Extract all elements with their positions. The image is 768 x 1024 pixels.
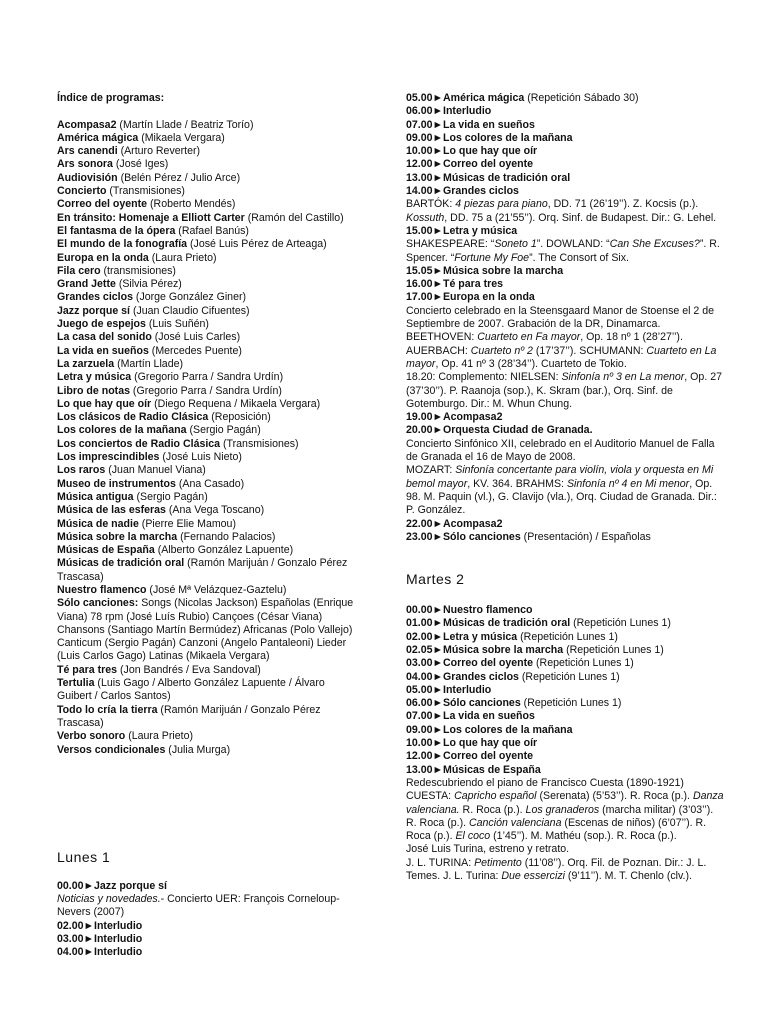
program-host: (Rafael Banús) [175,224,249,237]
program-name: Los raros [57,464,106,477]
program-name: Ars sonora [57,158,113,171]
program-name: Los conciertos de Radio Clásica [57,437,221,450]
program-host: (Ana Vega Toscano) [165,504,265,517]
schedule-line [406,724,726,737]
program-name: En tránsito: Homenaje a Elliott Carter [57,211,245,224]
program-time-title: 16.00►Té para tres [406,278,504,291]
program-time-title: 22.00►Acompasa2 [406,517,503,530]
schedule-line [406,265,726,278]
schedule-line [406,225,726,238]
index-entry [57,491,357,504]
program-name: La vida en sueños [57,344,149,357]
program-time-title: 02.00►Letra y música [406,630,518,643]
schedule-line [406,291,726,304]
index-entry [57,451,357,464]
schedule-line [406,158,726,171]
program-host: (Luis Suñén) [145,318,209,331]
lunes-schedule-left [57,880,357,960]
schedule-line [406,331,726,371]
index-entry [57,172,357,185]
index-entry [57,198,357,211]
index-entry [57,345,357,358]
program-name: Versos condicionales [57,743,166,756]
program-time-title: 14.00►Grandes ciclos [406,185,519,198]
program-host: (Mikaela Vergara) [138,131,225,144]
program-notes: J. L. TURINA: Petimento (11’08’’). Orq. Fil. de Poznan. Dir.: J. L. Temes. J. L. Turina: Due essercizi (9’11’’). M. T. Chenlo (clv.). [406,856,707,883]
program-name: Músicas de España [57,544,155,557]
program-name: Lo que hay que oír [57,397,152,410]
program-name: Té para tres [57,663,118,676]
schedule-line [406,671,726,684]
program-host: (José Mª Velázquez-Gaztelu) [146,583,287,596]
schedule-line [406,857,726,884]
schedule-line [406,764,726,777]
program-name: Todo lo cría la tierra [57,703,158,716]
program-host: (Julia Murga) [165,743,231,756]
schedule-line [57,933,357,946]
program-host: (Martín Llade / Beatriz Torío) [116,118,254,131]
index-entry [57,730,357,743]
program-name: Música sobre la marcha [57,530,178,543]
program-host: (Gregorio Parra / Sandra Urdín) [129,384,282,397]
program-detail: (Repetición Lunes 1) [570,617,671,630]
index-entry [57,119,357,132]
program-name: Los colores de la mañana [57,424,187,437]
index-list [57,119,357,757]
program-name: Verbo sonoro [57,730,126,743]
program-name: Juego de espejos [57,318,146,331]
program-time-title: 07.00►La vida en sueños [406,118,535,131]
program-host: (Sergio Pagán) [186,424,261,437]
schedule-line [406,518,726,531]
index-entry [57,331,357,344]
program-detail: (Repetición Lunes 1) [533,657,634,670]
program-time-title: 02.05►Música sobre la marcha [406,643,564,656]
program-host: (Transmisiones) [220,437,299,450]
program-host: (Alberto González Lapuente) [154,544,294,557]
program-host: (José Iges) [112,158,169,171]
program-time-title: 17.00►Europa en la onda [406,291,535,304]
schedule-line [406,424,726,437]
index-entry [57,371,357,384]
program-time-title: 12.00►Correo del oyente [406,158,534,171]
program-detail: (Repetición Lunes 1) [517,630,618,643]
index-entry [57,238,357,251]
lunes-schedule-right [406,92,726,544]
index-entry [57,158,357,171]
program-host: (Reposición) [208,411,271,424]
program-time-title: 01.00►Músicas de tradición oral [406,617,571,630]
index-heading: Índice de programas: [57,92,165,104]
index-entry [57,185,357,198]
index-entry [57,704,357,731]
schedule-line [406,119,726,132]
program-name: Los imprescindibles [57,451,160,464]
program-name: Letra y música [57,371,132,384]
program-name: Museo de instrumentos [57,477,176,490]
program-host: (Arturo Reverter) [117,145,201,158]
program-name: Músicas de tradición oral [57,557,185,570]
index-entry [57,478,357,491]
program-time-title: 00.00►Nuestro flamenco [406,604,533,617]
program-time-title: 23.00►Sólo canciones [406,530,521,543]
schedule-line [406,411,726,424]
program-name: El mundo de la fonografía [57,238,188,251]
schedule-line [57,946,357,959]
program-time-title: 07.00►La vida en sueños [406,710,535,723]
index-entry [57,597,357,663]
program-name: Concierto [57,185,107,198]
program-host: (Transmisiones) [106,185,185,198]
program-notes: Redescubriendo el piano de Francisco Cuesta (1890-1921) [406,776,684,789]
schedule-line [406,604,726,617]
schedule-line [406,145,726,158]
index-entry [57,557,357,584]
index-entry [57,544,357,557]
program-time-title: 12.00►Correo del oyente [406,750,534,763]
program-host: (Luis Gago / Alberto González Lapuente / Álvaro Guibert / Carlos Santos) [57,677,325,703]
program-name: Jazz porque sí [57,304,130,317]
program-host: (José Luis Pérez de Arteaga) [187,238,327,251]
index-entry [57,305,357,318]
program-host: (Belén Pérez / Julio Arce) [117,171,241,184]
program-host: (José Luis Nieto) [159,451,242,464]
index-entry [57,744,357,757]
program-name: Tertulia [57,677,95,690]
schedule-line [406,132,726,145]
schedule-line [406,531,726,544]
index-entry [57,438,357,451]
program-host: (Laura Prieto) [125,730,193,743]
index-entry [57,225,357,238]
schedule-line [406,684,726,697]
program-host: (Juan Claudio Cifuentes) [130,304,250,317]
program-name: El fantasma de la ópera [57,224,176,237]
index-entry [57,265,357,278]
program-time-title: 05.00►Interludio [406,683,492,696]
program-host: (Mercedes Puente) [148,344,242,357]
program-time-title: 06.00►Interludio [406,105,492,118]
program-name: Grandes ciclos [57,291,133,304]
program-time-title: 13.00►Músicas de España [406,763,541,776]
index-entry [57,318,357,331]
index-entry [57,358,357,371]
program-name: Música antigua [57,490,134,503]
index-entry [57,145,357,158]
program-notes: 18.20: Complemento: NIELSEN: Sinfonía nº 3 en La menor, Op. 27 (37’30’’). P. Raanoja (sop.), K. Skram (bar.), Orq. Sinf. de Gotemburgo. Dir.: M. Whun Chung. [406,371,722,410]
program-name: Grand Jette [57,278,116,291]
index-entry [57,278,357,291]
program-time-title: 13.00►Músicas de tradición oral [406,171,571,184]
program-time-title: 10.00►Lo que hay que oír [406,145,538,158]
program-name: Correo del oyente [57,198,148,211]
program-name: Música de las esferas [57,504,166,517]
program-name: Fila cero [57,264,101,277]
program-name: La casa del sonido [57,331,152,344]
program-notes: SHAKESPEARE: “Soneto 1”. DOWLAND: “Can She Excuses?”. R. Spencer. “Fortune My Foe”. The Consort of Six. [406,238,720,264]
program-name: Nuestro flamenco [57,583,147,596]
program-notes: Concierto celebrado en la Steensgaard Manor de Stoense el 2 de Septiembre de 2007. Grabación de la DR, Dinamarca. [406,304,715,331]
program-time-title: 19.00►Acompasa2 [406,411,503,424]
program-detail: (Repetición Lunes 1) [520,697,622,710]
index-entry [57,531,357,544]
program-host: (Ramón Marijuán / Gonzalo Pérez Trascasa) [57,703,321,729]
program-notes: Concierto Sinfónico XII, celebrado en el Auditorio Manuel de Falla de Granada el 16 de Mayo de 2008. [406,437,715,464]
index-entry [57,398,357,411]
program-time-title: 03.00►Correo del oyente [406,657,534,670]
index-entry [57,504,357,517]
program-name: Música de nadie [57,517,139,530]
program-notes: MOZART: Sinfonía concertante para violín, viola y orquesta en Mi bemol mayor, KV. 364. BRAHMS: Sinfonía nº 4 en Mi menor, Op. 98. M. Paquin (vl.), G. Clavijo (vla.), Orq. Ciudad de Granada. Dir.: P. González. [406,464,717,517]
schedule-line [406,843,726,856]
program-name: Audiovisión [57,171,118,184]
program-time-title: 20.00►Orquesta Ciudad de Granada. [406,424,593,437]
schedule-line [57,880,357,893]
schedule-line [406,644,726,657]
program-host: (Pierre Elie Mamou) [138,517,236,530]
index-entry [57,518,357,531]
program-host: (transmisiones) [100,264,176,277]
martes-schedule [406,604,726,883]
program-host: (Fernando Palacios) [177,530,276,543]
schedule-line [406,710,726,723]
program-notes: José Luis Turina, estreno y retrato. [406,843,570,856]
program-detail: (Repetición Lunes 1) [563,643,664,656]
schedule-line [57,893,357,920]
program-host: (Roberto Mendés) [147,198,236,211]
schedule-line [406,777,726,790]
index-entry [57,411,357,424]
program-host: (Jon Bandrés / Eva Sandoval) [117,663,261,676]
index-entry [57,385,357,398]
index-entry [57,291,357,304]
program-host: (Sergio Pagán) [133,490,208,503]
program-notes: CUESTA: Capricho español (Serenata) (5’53’’). R. Roca (p.). Danza valenciana. R. Roca (p.). Los granaderos (marcha militar) (3’03’’). R. Roca (p.). Canción valenciana (Escenas de niños) (6’07’’). R. Roca (p.). El coco (1’45’’). M. Mathéu (sop.). R. Roca (p.). [406,790,724,843]
index-entry [57,677,357,704]
program-italic-note: Noticias y novedades. [57,893,161,906]
program-detail: (Repetición Lunes 1) [518,670,620,683]
program-host: (Laura Prieto) [148,251,217,264]
program-time-title: 04.00►Interludio [57,946,143,959]
schedule-line [406,790,726,843]
program-host: (Juan Manuel Viana) [105,464,206,477]
schedule-line [406,617,726,630]
program-name: Libro de notas [57,384,130,397]
program-detail: (Presentación) / Españolas [520,530,651,543]
right-column [406,0,726,883]
left-column [57,0,357,960]
program-host: (José Luis Carles) [151,331,241,344]
schedule-line [406,371,726,411]
schedule-line [406,631,726,644]
index-entry [57,464,357,477]
program-time-title: 06.00►Sólo canciones [406,697,521,710]
program-detail: - Concierto UER: François Corneloup-Nevers (2007) [57,893,340,919]
schedule-line [406,438,726,465]
index-entry [57,132,357,145]
program-name: América mágica [57,131,139,144]
program-time-title: 09.00►Los colores de la mañana [406,723,573,736]
program-time-title: 02.00►Interludio [57,919,143,932]
schedule-line [406,657,726,670]
index-entry [57,252,357,265]
schedule-line [406,92,726,105]
program-name: Ars canendi [57,145,118,158]
schedule-line [406,750,726,763]
program-host: (Martín Llade) [114,357,184,370]
program-time-title: 00.00►Jazz porque sí [57,879,167,892]
program-host: (Ramón del Castillo) [244,211,344,224]
schedule-line [406,697,726,710]
schedule-line [406,305,726,332]
program-host: (Gregorio Parra / Sandra Urdín) [131,371,284,384]
program-name: Los clásicos de Radio Clásica [57,411,209,424]
program-name: Sólo canciones: [57,597,139,610]
program-notes: BARTÓK: 4 piezas para piano, DD. 71 (26’19’’). Z. Kocsis (p.). Kossuth, DD. 75 a (21’55’’). Orq. Sinf. de Budapest. Dir.: G. Lehel. [406,198,717,224]
schedule-line [406,172,726,185]
program-detail: (Repetición Sábado 30) [524,92,639,104]
schedule-line [57,920,357,933]
program-host: (Ramón Marijuán / Gonzalo Pérez Trascasa) [57,557,348,583]
program-host: (Ana Casado) [175,477,245,490]
program-host: (Diego Requena / Mikaela Vergara) [151,397,321,410]
program-notes: BEETHOVEN: Cuarteto en Fa mayor, Op. 18 nº 1 (28’27’’). AUERBACH: Cuarteto nº 2 (17’37’’). SCHUMANN: Cuarteto en La mayor, Op. 41 nº 3 (28’34’’). Cuarteto de Tokio. [406,331,717,370]
index-entry [57,212,357,225]
schedule-line [406,185,726,198]
program-time-title: 05.00►América mágica [406,92,525,104]
program-host: (Silvia Pérez) [115,278,182,291]
program-name: Europa en la onda [57,251,149,264]
program-time-title: 09.00►Los colores de la mañana [406,131,573,144]
program-time-title: 15.00►Letra y música [406,224,518,237]
program-host: (Jorge González Giner) [132,291,247,304]
program-time-title: 15.05►Música sobre la marcha [406,264,564,277]
day-title-martes: Martes 2 [406,571,465,588]
index-entry [57,664,357,677]
schedule-line [406,238,726,265]
program-time-title: 04.00►Grandes ciclos [406,670,519,683]
schedule-line [406,278,726,291]
index-entry [57,424,357,437]
program-time-title: 03.00►Interludio [57,933,143,946]
schedule-line [406,198,726,225]
program-name: La zarzuela [57,357,115,370]
program-time-title: 10.00►Lo que hay que oír [406,737,538,750]
program-host: Songs (Nicolas Jackson) Españolas (Enrique Viana) 78 rpm (José Luís Rubio) Cançoes (César Viana) Chansons (Santiago Martín Bermúdez) Africanas (Polo Vallejo) Canticum (Sergio Pagán) Canzoni (Angelo Pantaleoni) Lieder (Luis Carlos Gago) Latinas (Mikaela Vergara) [57,597,354,663]
program-name: Acompasa2 [57,118,117,131]
index-entry [57,584,357,597]
schedule-line [406,464,726,517]
schedule-line [406,105,726,118]
schedule-line [406,737,726,750]
day-title-lunes: Lunes 1 [57,848,111,865]
